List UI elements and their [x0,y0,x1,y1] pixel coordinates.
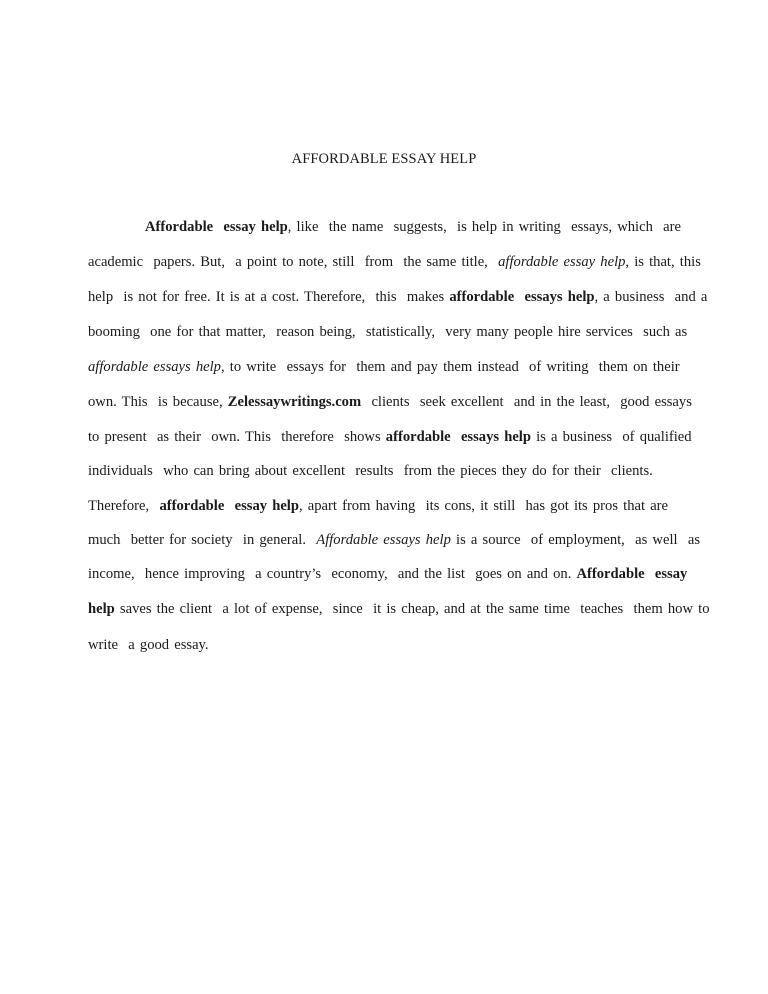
text-segment: write a good essay. [88,637,209,653]
paragraph-line [88,359,680,376]
paragraph-line [88,601,710,618]
bold-text: help [88,601,115,617]
bold-text: affordable essays help [449,289,595,305]
text-segment: individuals who can bring about excellent results from the pieces they do for their clients. [88,463,653,479]
text-segment: , like the name suggests, is help in writing essays, which are [287,219,681,235]
text-segment: own. This is because, [88,394,228,410]
text-segment: is a business of qualified [530,429,692,445]
bold-text: Affordable essay [576,566,688,582]
text-segment: , apart from having its cons, it still has got its pros that are [298,498,669,514]
paragraph-line [88,532,700,549]
bold-text: affordable essays help [385,429,531,445]
paragraph-line [88,429,692,446]
italic-text: affordable essays help [88,359,221,375]
bold-text: Zelessaywritings.com [227,394,362,410]
paragraph-line [88,637,209,654]
bold-text: Affordable essay help [145,219,288,235]
paragraph-line [88,394,692,411]
italic-text: affordable essay help [498,254,626,270]
text-segment: , to write essays for them and pay them instead of writing them on their [220,359,680,375]
paragraph-line [145,219,681,236]
text-segment: income, hence improving a country’s economy, and the list goes on and on. [88,566,577,582]
text-segment: academic papers. But, a point to note, still from the same title, [88,254,499,270]
paragraph-line [88,498,668,515]
paragraph-line [88,566,687,583]
paragraph-line [88,254,701,271]
paragraph-line [88,463,653,480]
text-segment: much better for society in general. [88,532,317,548]
text-segment: clients seek excellent and in the least, good essays [361,394,692,410]
paragraph-line [88,324,687,341]
text-segment: , a business and a [594,289,708,305]
text-segment: to present as their own. This therefore shows [88,429,386,445]
text-segment: , is that, this [625,254,701,270]
bold-text: affordable essay help [159,498,299,514]
text-segment: saves the client a lot of expense, since it is cheap, and at the same time teaches them how to [114,601,710,617]
text-segment: help is not for free. It is at a cost. Therefore, this makes [88,289,450,305]
text-segment: Therefore, [88,498,160,514]
text-segment: booming one for that matter, reason being, statistically, very many people hire services such as [88,324,688,340]
document-title: AFFORDABLE ESSAY HELP [291,151,477,167]
italic-text: Affordable essays help [316,532,451,548]
text-segment: is a source of employment, as well as [450,532,701,548]
paragraph-line [88,289,707,306]
